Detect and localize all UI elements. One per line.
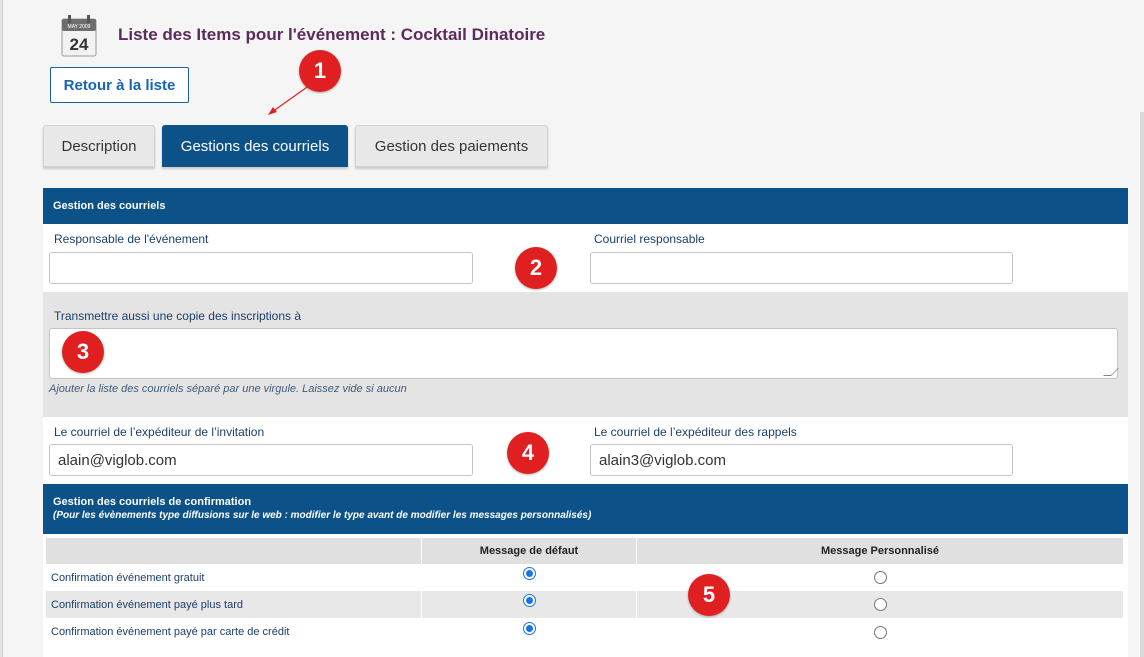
table-row: [46, 591, 1123, 618]
copie-hint: Ajouter la liste des courriels séparé par une virgule. Laissez vide si aucun: [49, 383, 407, 395]
copie-label: Transmettre aussi une copie des inscriptions à: [54, 309, 302, 323]
expediteur-invitation-input[interactable]: alain@viglob.com: [49, 444, 473, 476]
custom-message-radio[interactable]: [874, 571, 887, 584]
custom-message-radio[interactable]: [874, 598, 887, 611]
tab-gestions-courriels[interactable]: Gestions des courriels: [162, 125, 348, 167]
annotation-badge-5: 5: [688, 574, 730, 616]
expediteur-rappels-input[interactable]: alain3@viglob.com: [590, 444, 1013, 476]
default-message-radio[interactable]: [523, 594, 536, 607]
calendar-month: MAY 2009: [67, 24, 91, 30]
default-message-radio[interactable]: [523, 622, 536, 635]
calendar-day: 24: [69, 35, 89, 54]
column-header-label: [46, 538, 422, 564]
tab-description[interactable]: Description: [43, 125, 155, 167]
email-settings-panel: [43, 188, 1128, 657]
annotation-badge-4: 4: [507, 432, 549, 474]
custom-message-radio[interactable]: [874, 626, 887, 639]
annotation-badge-3: 3: [62, 331, 104, 373]
table-row: [46, 618, 1123, 646]
back-to-list-button[interactable]: Retour à la liste: [50, 67, 189, 103]
calendar-icon: [60, 14, 98, 58]
annotation-badge-2: 2: [515, 247, 557, 289]
confirmation-section-header: [43, 484, 1128, 534]
table-row: [46, 564, 1123, 591]
responsable-input[interactable]: [49, 252, 473, 284]
email-section-header: Gestion des courriels: [43, 188, 1128, 224]
courriel-responsable-label: Courriel responsable: [594, 232, 705, 246]
row-label: Confirmation événement payé plus tard: [46, 591, 422, 618]
table-header: [46, 538, 1123, 564]
expediteur-rappels-label: Le courriel de l’expéditeur des rappels: [594, 425, 797, 439]
annotation-badge-1: 1: [299, 50, 341, 92]
copie-textarea[interactable]: [49, 328, 1118, 379]
default-message-radio[interactable]: [523, 567, 536, 580]
expediteur-invitation-label: Le courriel de l’expéditeur de l’invitation: [54, 425, 265, 439]
page-title: Liste des Items pour l'événement : Cocktail Dinatoire: [118, 25, 546, 44]
column-header-default: Message de défaut: [422, 538, 637, 564]
column-header-custom: Message Personnalisé: [820, 545, 939, 557]
tab-gestion-paiements[interactable]: Gestion des paiements: [355, 125, 548, 167]
left-edge: [0, 0, 3, 657]
row-label: Confirmation événement payé par carte de crédit: [46, 618, 422, 646]
courriel-responsable-input[interactable]: [590, 252, 1013, 284]
scrollbar[interactable]: [1140, 112, 1144, 657]
responsable-label: Responsable de l'événement: [54, 232, 209, 246]
confirmation-title: Gestion des courriels de confirmation: [53, 496, 252, 508]
confirmation-subtitle: (Pour les évènements type diffusions sur le web : modifier le type avant de modifier les messages personnalisés): [53, 510, 592, 521]
row-label: Confirmation événement gratuit: [46, 564, 422, 591]
resize-handle-icon[interactable]: [1103, 368, 1119, 376]
